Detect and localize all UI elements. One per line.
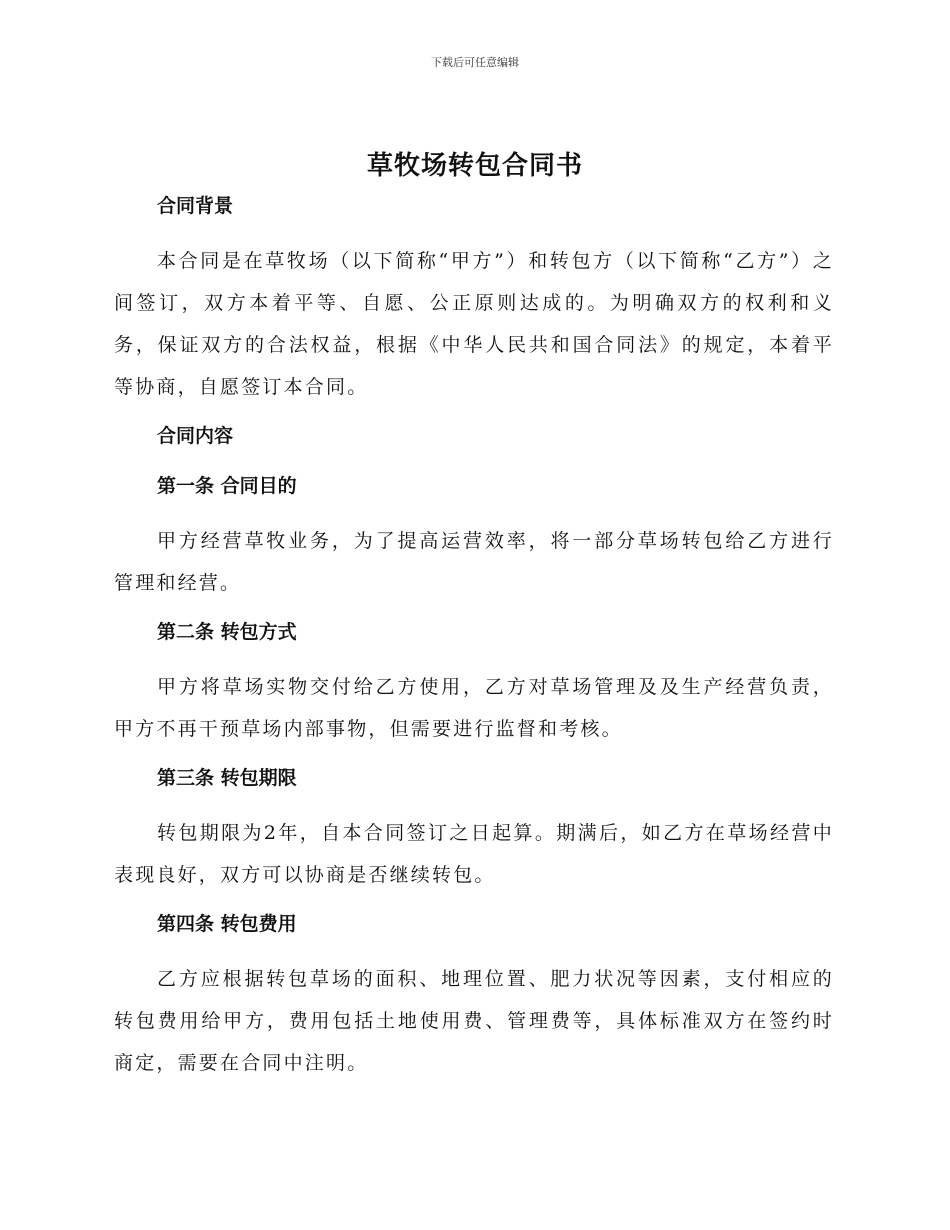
article-heading-4: 第四条 转包费用 xyxy=(157,913,297,935)
article-heading-2: 第二条 转包方式 xyxy=(157,621,297,643)
article-heading-1: 第一条 合同目的 xyxy=(157,475,297,497)
paragraph-article-2: 甲方将草场实物交付给乙方使用，乙方对草场管理及及生产经营负责，甲方不再干预草场内部事物，但需要进行监督和考核。 xyxy=(114,676,834,740)
paragraph-article-4: 乙方应根据转包草场的面积、地理位置、肥力状况等因素，支付相应的转包费用给甲方，费用包括土地使用费、管理费等，具体标准双方在签约时商定，需要在合同中注明。 xyxy=(114,968,834,1074)
document-title: 草牧场转包合同书 xyxy=(366,151,583,181)
page-header-note: 下载后可任意编辑 xyxy=(431,56,519,69)
paragraph-article-1: 甲方经营草牧业务，为了提高运营效率，将一部分草场转包给乙方进行管理和经营。 xyxy=(114,530,834,594)
section-heading-background: 合同背景 xyxy=(157,195,234,217)
paragraph-background: 本合同是在草牧场（以下简称“甲方”）和转包方（以下简称“乙方”）之间签订，双方本着平等、自愿、公正原则达成的。为明确双方的权利和义务，保证双方的合法权益，根据《中华人民共和国合同法》的规定，本着平等协商，自愿签订本合同。 xyxy=(114,250,834,398)
document-body xyxy=(114,190,834,1096)
article-heading-3: 第三条 转包期限 xyxy=(157,767,297,789)
section-heading-content: 合同内容 xyxy=(157,425,234,447)
paragraph-article-3: 转包期限为2年，自本合同签订之日起算。期满后，如乙方在草场经营中表现良好，双方可以协商是否继续转包。 xyxy=(114,822,834,886)
